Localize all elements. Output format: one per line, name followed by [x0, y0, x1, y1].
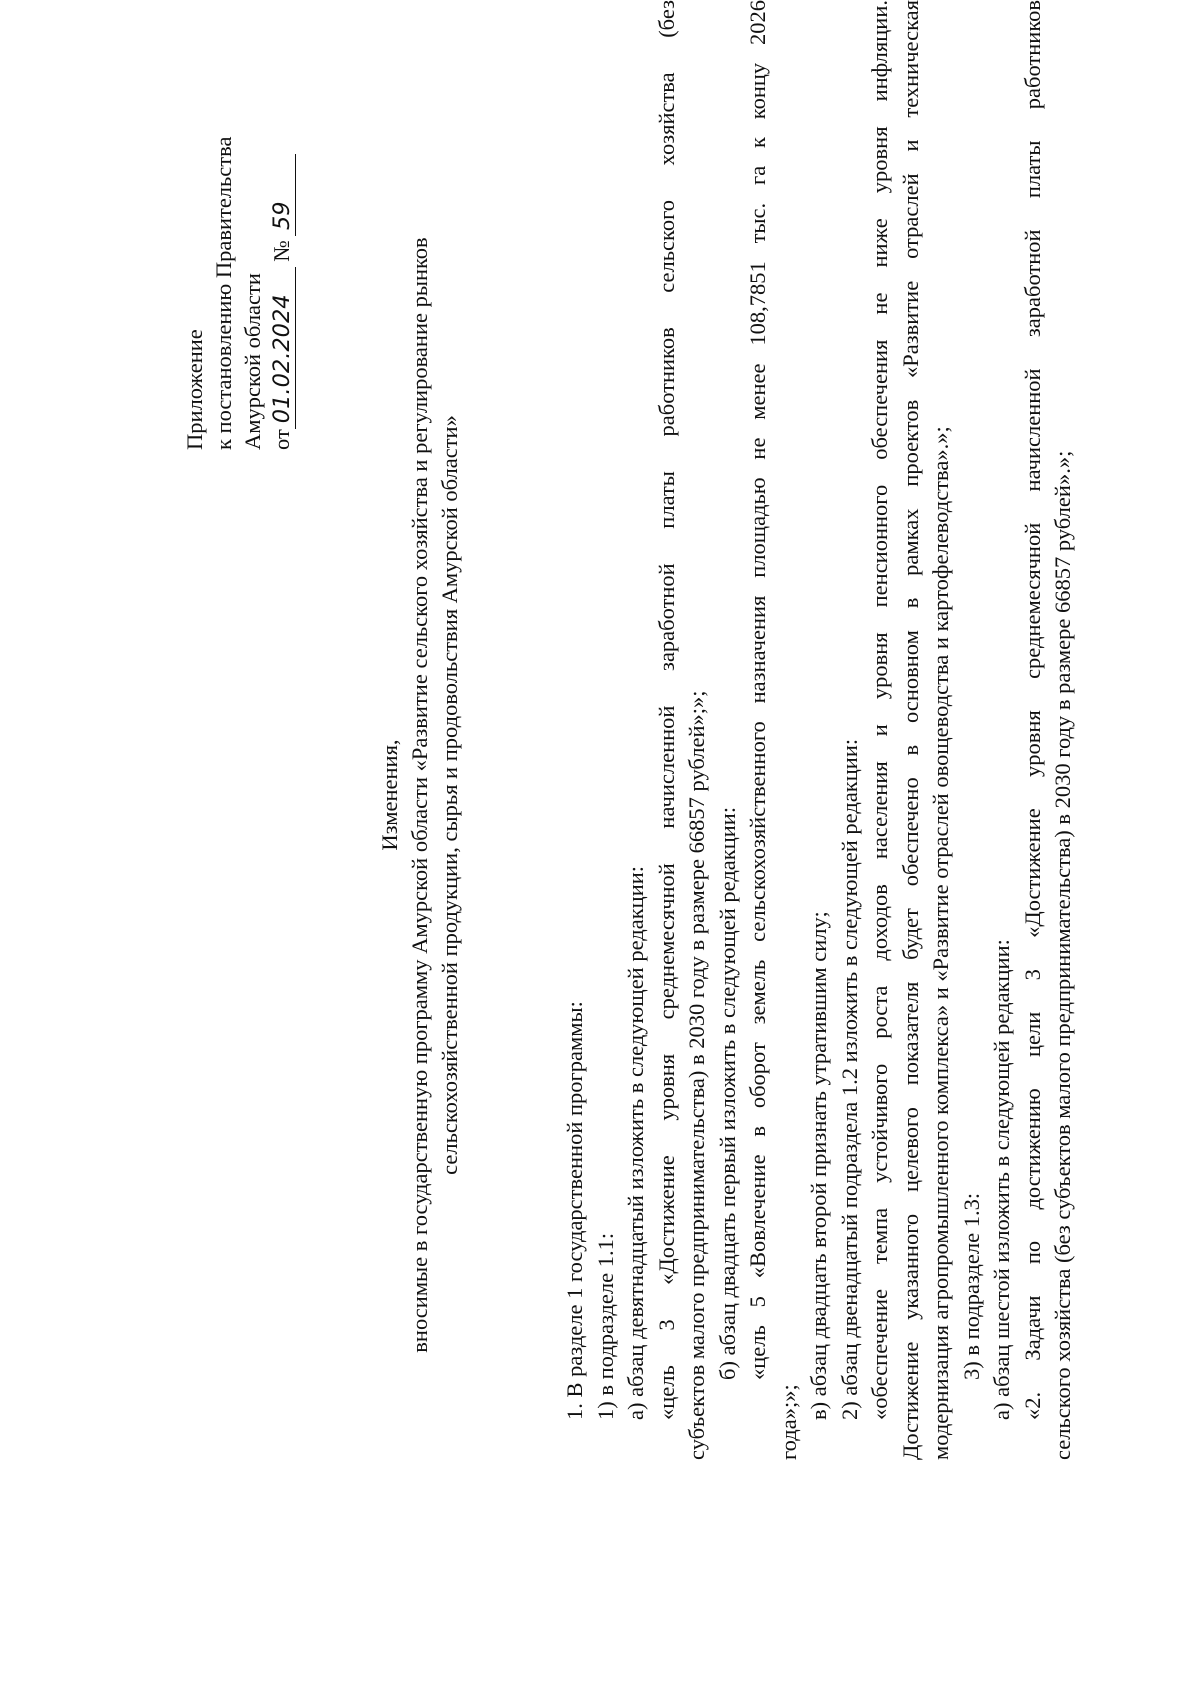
document-sheet: [150, 0, 1150, 1640]
document-body: [560, 0, 1079, 1460]
paragraph-continuation: сельского хозяйства (без субъектов малого предпринимательства) в 2030 году в размере 66857 рублей».»;: [1050, 450, 1075, 1460]
handwritten-date: 01.02.2024: [269, 267, 296, 429]
approval-date-number-line: [267, 0, 296, 450]
title-heading: Изменения,: [377, 739, 402, 851]
title-line-2: сельскохозяйственной продукции, сырья и продовольствия Амурской области»: [437, 415, 462, 1175]
paragraph-continuation: года»;»;: [775, 1384, 801, 1460]
paragraph: б) абзац двадцать первый изложить в следующей редакции:: [714, 806, 740, 1380]
approval-line-1: Приложение: [182, 329, 207, 450]
paragraph: 3) в подразделе 1.3:: [958, 1192, 984, 1380]
paragraph: 2) абзац двенадцатый подраздела 1.2 изложить в следующей редакции:: [836, 738, 862, 1420]
paragraph: «2. Задачи по достижению цели 3 «Достижение уровня среднемесячной начисленной заработной платы работников: [1019, 0, 1045, 1420]
approval-line-3: Амурской области: [240, 273, 265, 450]
paragraph: в) абзац двадцать второй признать утратившим силу;: [806, 911, 831, 1420]
paragraph: 1) в подразделе 1.1:: [592, 1232, 618, 1420]
paragraph: а) абзац девятнадцатый изложить в следующей редакции:: [623, 865, 648, 1420]
paragraph-continuation: модернизация агропромышленного комплекса» и «Развитие отраслей овощеводства и картофелеводства».»;: [928, 426, 953, 1460]
document-title: [375, 0, 465, 1640]
approval-line-2: к постановлению Правительства: [211, 136, 236, 450]
from-prefix: от: [269, 429, 294, 450]
title-line-1: вносимые в государственную программу Амурской области «Развитие сельского хозяйства и регулирование рынков: [407, 237, 432, 1353]
paragraph: «цель 5 «Вовлечение в оборот земель сельскохозяйственного назначения площадью не менее 108,7851 тыс. га к концу 2026: [745, 0, 770, 1380]
paragraph: «цель 3 «Достижение уровня среднемесячной начисленной заработной платы работников сельского хозяйства (без: [653, 0, 679, 1420]
approval-block: [180, 0, 296, 450]
paragraph: «обеспечение темпа устойчивого роста доходов населения и уровня пенсионного обеспечения не ниже уровня инфляции.: [867, 0, 892, 1420]
number-sign: №: [269, 240, 294, 262]
paragraph: а) абзац шестой изложить в следующей редакции:: [989, 939, 1014, 1420]
paragraph-continuation: субъектов малого предпринимательства) в 2030 году в размере 66857 рублей»;»;: [684, 690, 709, 1460]
paragraph-continuation: Достижение указанного целевого показателя будет обеспечено в основном в рамках проектов «Развитие отраслей и техническая: [897, 0, 923, 1460]
paragraph: 1. В разделе 1 государственной программы:: [562, 1001, 587, 1420]
handwritten-number: 59: [269, 154, 296, 236]
